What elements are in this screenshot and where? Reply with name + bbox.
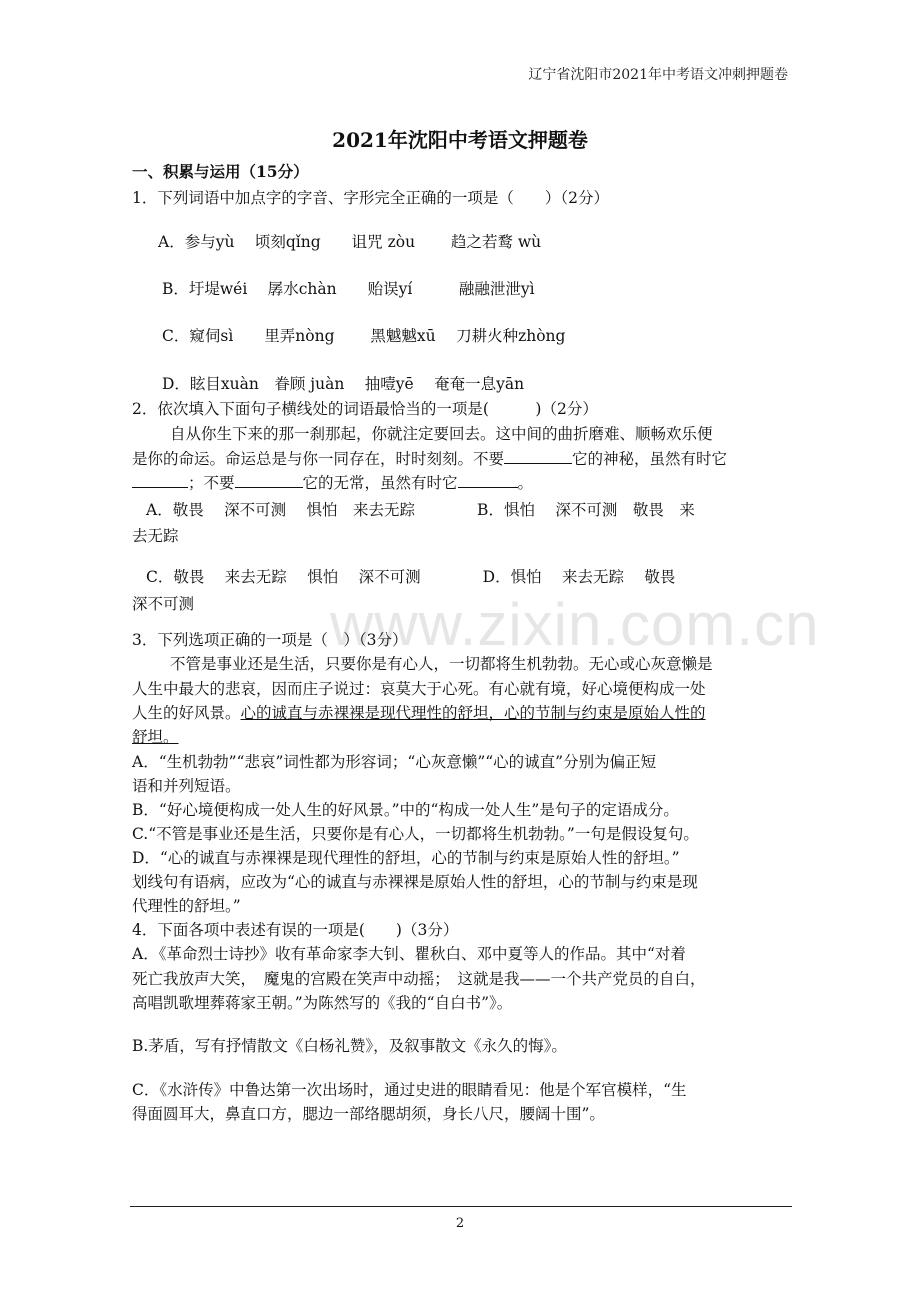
question-1-option-b: B．圩堤wéi 孱水chàn 贻误yí 融融泄泄yì [162,280,535,298]
question-4-option-b: B.茅盾，写有抒情散文《白杨礼赞》，及叙事散文《永久的悔》。 [132,1037,567,1055]
passage-text: 它的无常，虽然有时它 [302,474,458,492]
page-number: 2 [455,1216,465,1231]
question-2-passage-line: 自从你生下来的那一刹那起，你就注定要回去。这中间的曲折磨难、顺畅欢乐便 [170,425,713,443]
fill-blank [458,471,518,488]
question-4-option-a: A．《革命烈士诗抄》收有革命家李大钊、瞿秋白、邓中夏等人的作品。其中“对着 [132,945,686,963]
question-4-option-c-wrap: 得面圆耳大，鼻直口方，腮边一部络腮胡须，身长八尺，腰阔十围”。 [132,1105,605,1123]
question-3-option-a-wrap: 语和并列短语。 [132,777,241,795]
question-1-stem: 1．下列词语中加点字的字音、字形完全正确的一项是（ ）（2分） [132,189,609,207]
question-3-option-a: A．“生机勃勃”“悲哀”词性都为形容词；“心灰意懒”“心的诚直”分别为偏正短 [132,753,657,771]
question-4-option-a-wrap: 死亡我放声大笑， 魔鬼的宫殿在笑声中动摇； 这就是我——一个共产党员的自白， [132,970,706,988]
question-2-options-ab-wrap: 去无踪 [132,527,179,545]
question-2-passage-line [132,447,792,471]
question-2-options-cd-wrap: 深不可测 [132,595,195,613]
question-3-passage-line: 不管是事业还是生活，只要你是有心人，一切都将生机勃勃。无心或心灰意懒是 [170,655,713,673]
question-3-option-d: D．“心的诚直与赤裸裸是现代理性的舒坦，心的节制与约束是原始人性的舒坦。” [132,849,680,867]
question-1-option-a: A．参与yù 顷刻qǐng 诅咒 zòu 趋之若鹜 wù [158,233,542,251]
section-heading: 一、积累与运用（15分） [132,162,309,181]
running-header: 辽宁省沈阳市2021年中考语文冲刺押题卷 [528,67,788,83]
passage-text: 人生的好风景。 [132,704,241,722]
question-2-stem: 2．依次填入下面句子横线处的词语最恰当的一项是( )（2分） [132,400,598,418]
question-3-option-d-wrap: 划线句有语病，应改为“心的诚直与赤裸裸是原始人性的舒坦，心的节制与约束是现 [132,873,698,891]
passage-text: 。 [517,474,534,492]
question-4-option-a-wrap: 高唱凯歌埋葬蒋家王朝。”为陈然写的《我的“自白书”》。 [132,994,513,1012]
fill-blank [235,471,303,488]
footer-divider [130,1206,792,1207]
question-2-options-ab: A．敬畏 深不可测 惧怕 来去无踪 B．惧怕 深不可测 敬畏 来 [146,501,695,519]
question-2-options-cd: C．敬畏 来去无踪 惧怕 深不可测 D．惧怕 来去无踪 敬畏 [146,568,676,586]
question-4-stem: 4．下面各项中表述有误的一项是( )（3分） [132,921,459,939]
page-title: 2021年沈阳中考语文押题卷 [332,128,588,152]
passage-text: ；不要 [188,474,235,492]
question-3-passage-line [132,701,792,725]
question-3-stem: 3．下列选项正确的一项是（ ）（3分） [132,631,408,649]
underlined-sentence: 舒坦。 [132,728,179,746]
question-3-passage-line: 人生中最大的悲哀，因而庄子说过：哀莫大于心死。有心就有境，好心境便构成一处 [132,680,706,698]
question-2-passage-line [132,471,792,495]
passage-text: 是你的命运。命运总是与你一同存在，时时刻刻。不要 [132,450,505,468]
question-4-option-c: C．《水浒传》中鲁达第一次出场时，通过史进的眼睛看见：他是个军官模样，“生 [132,1081,687,1099]
question-3-option-c: C.“不管是事业还是生活，只要你是有心人，一切都将生机勃勃。”一句是假设复句。 [132,825,699,843]
fill-blank [132,471,188,488]
underlined-sentence: 心的诚直与赤裸裸是现代理性的舒坦，心的节制与约束是原始人性的 [240,704,706,722]
question-1-option-c: C．窥伺sì 里弄nòng 黑魆魆xū 刀耕火种zhòng [162,327,566,345]
question-3-option-b: B．“好心境便构成一处人生的好风景。”中的“构成一处人生”是句子的定语成分。 [132,801,679,819]
question-1-option-d: D．眩目xuàn 眷顾 juàn 抽噎yē 奄奄一息yān [162,375,525,393]
fill-blank [504,447,572,464]
question-3-option-d-wrap: 代理性的舒坦。” [132,897,241,915]
watermark-text: www.zixin.com.cn [330,591,820,658]
passage-text: 它的神秘，虽然有时它 [572,450,728,468]
